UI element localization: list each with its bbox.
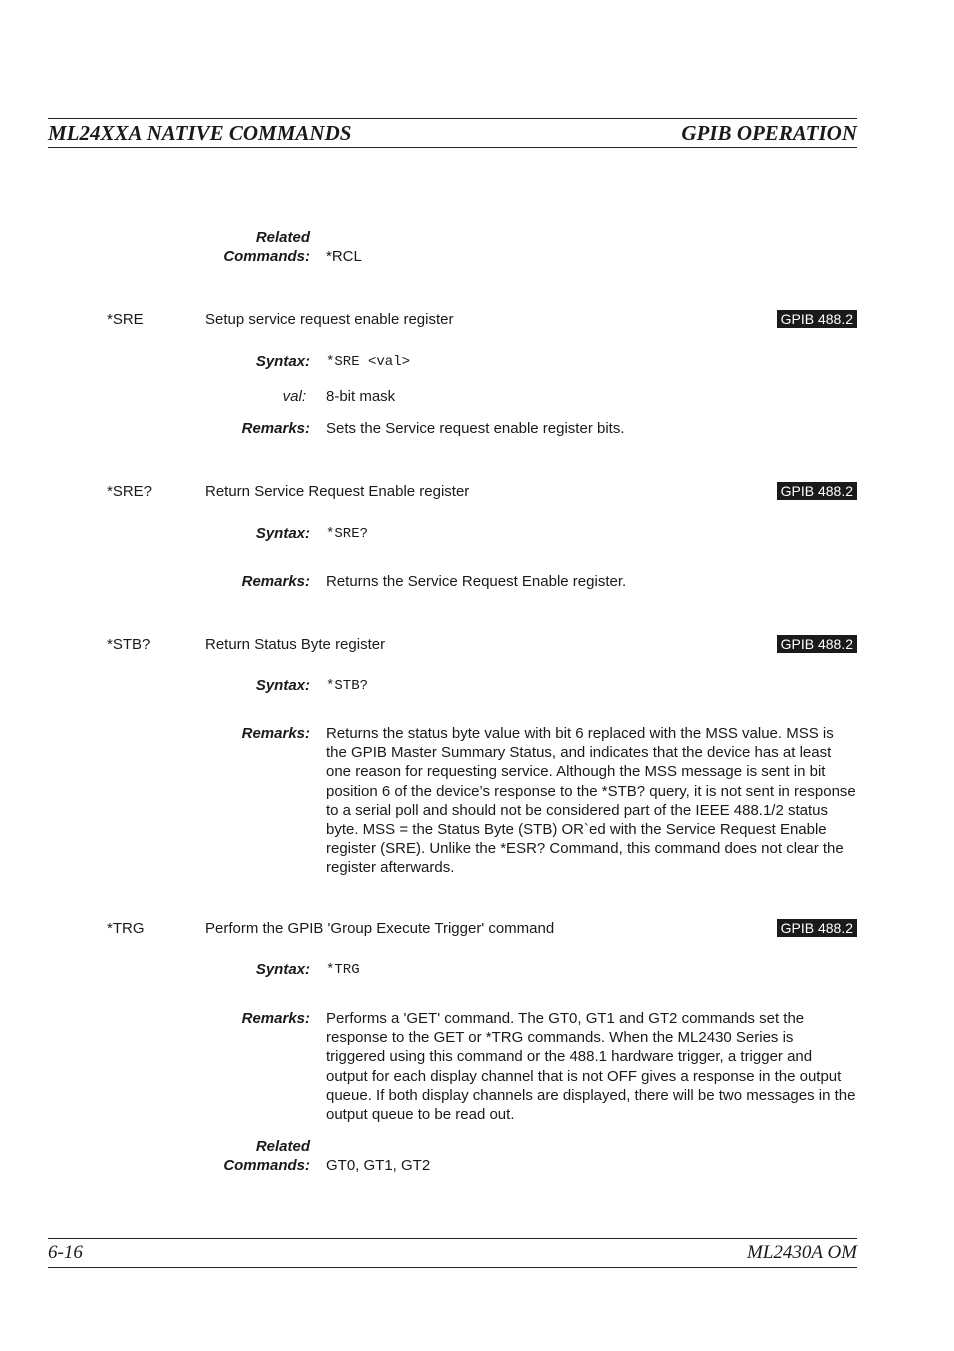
remarks-text: Returns the Service Request Enable register.: [326, 573, 627, 590]
header-section-title: ML24XXA NATIVE COMMANDS: [48, 121, 352, 145]
command-description: Perform the GPIB 'Group Execute Trigger' command: [205, 920, 555, 937]
related-label: Related: [255, 229, 310, 246]
gpib-badge: GPIB 488.2: [777, 635, 857, 653]
remarks-label: Remarks:: [241, 725, 310, 742]
gpib-badge: GPIB 488.2: [777, 310, 857, 328]
page-number: 6-16: [48, 1242, 83, 1263]
remarks-text: Sets the Service request enable register bits.: [326, 420, 625, 437]
command-name: *SRE: [107, 311, 144, 328]
syntax-value: *SRE?: [326, 526, 369, 542]
syntax-value: *TRG: [326, 962, 360, 978]
val-label: val:: [282, 388, 306, 405]
command-name: *SRE?: [107, 483, 153, 500]
remarks-label: Remarks:: [241, 1010, 310, 1027]
command-description: Return Service Request Enable register: [205, 483, 470, 500]
command-name: *TRG: [107, 920, 145, 937]
related-commands-value: GT0, GT1, GT2: [326, 1157, 431, 1174]
remarks-label: Remarks:: [241, 573, 310, 590]
commands-label: Commands:: [223, 1157, 310, 1174]
command-name: *STB?: [107, 636, 151, 653]
val-value: 8-bit mask: [326, 388, 396, 405]
related-commands-value: *RCL: [326, 248, 362, 265]
command-description: Setup service request enable register: [205, 311, 454, 328]
gpib-badge: GPIB 488.2: [777, 482, 857, 500]
page-footer: [48, 1238, 857, 1268]
manual-title: ML2430A OM: [747, 1242, 857, 1263]
remarks-text: Performs a 'GET' command. The GT0, GT1 and GT2 commands set the response to the GET or *TRG commands. When the ML2430 Series is triggered using this command or the 488.1 hardware trigger, a trigger and output for each display channel that is not OFF gives a response in the output queue. If both display channels are displayed, there will be two messages in the output queue to be read out.: [326, 1010, 856, 1124]
syntax-label: Syntax:: [255, 525, 310, 542]
commands-label: Commands:: [223, 248, 310, 265]
syntax-label: Syntax:: [255, 353, 310, 370]
syntax-label: Syntax:: [255, 961, 310, 978]
syntax-label: Syntax:: [255, 677, 310, 694]
command-description: Return Status Byte register: [205, 636, 386, 653]
remarks-text: Returns the status byte value with bit 6 replaced with the MSS value. MSS is the GPIB Master Summary Status, and indicates that the device has at least one reason for requesting service. Although the MSS message is sent in bit position 6 of the device’s response to the *STB? query, it is not sent in response to a serial poll and should not be considered part of the IEEE 488.1/2 status byte. MSS = the Status Byte (STB) OR`ed with the Service Request Enable register (SRE). Unlike the *ESR? Command, this command does not clear the register afterwards.: [326, 725, 856, 877]
gpib-badge: GPIB 488.2: [777, 919, 857, 937]
remarks-label: Remarks:: [241, 420, 310, 437]
page-header: [48, 118, 857, 148]
related-label: Related: [255, 1138, 310, 1155]
syntax-value: *SRE <val>: [326, 354, 411, 370]
syntax-value: *STB?: [326, 678, 369, 694]
header-chapter-title: GPIB OPERATION: [681, 121, 857, 145]
